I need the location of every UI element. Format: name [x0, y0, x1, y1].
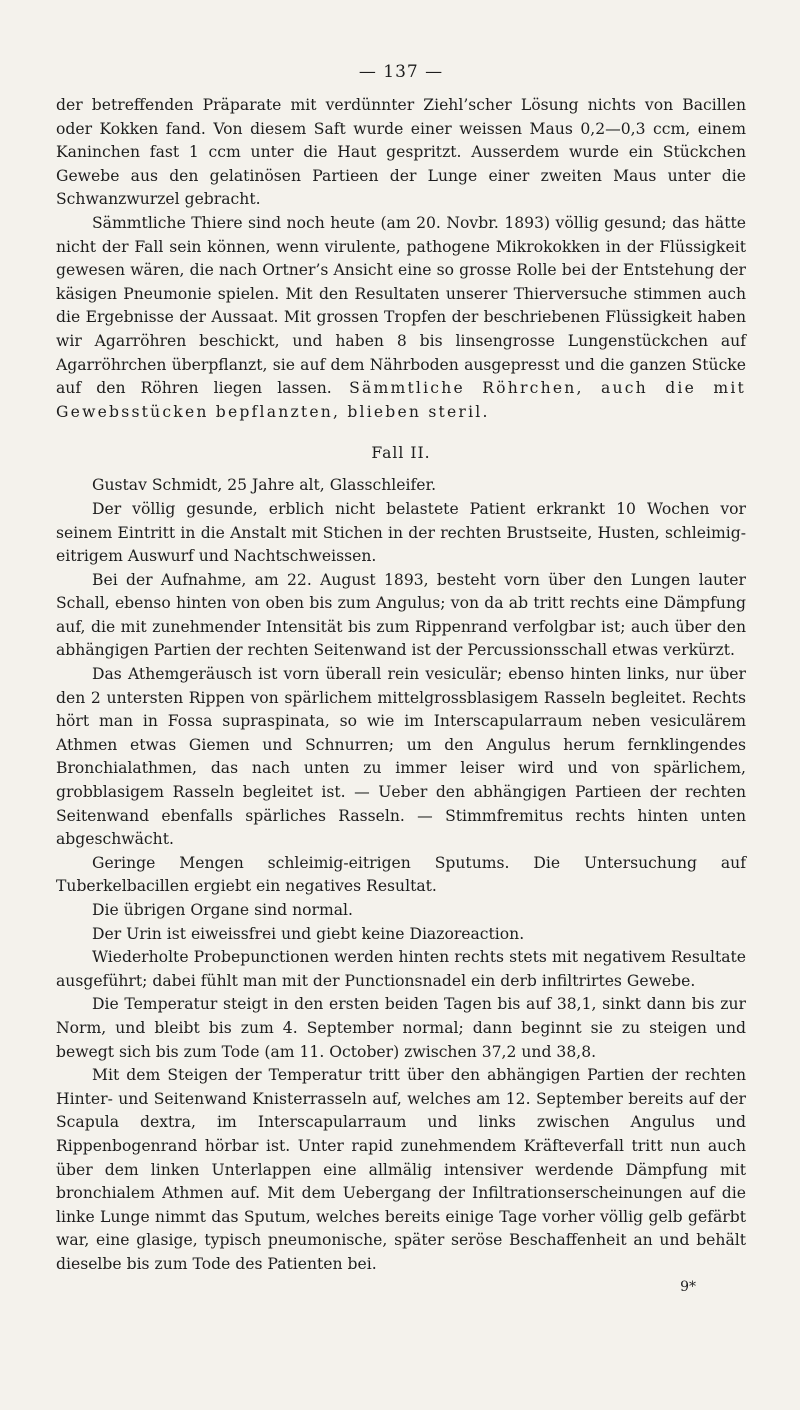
paragraph: Die übrigen Organe sind normal. [92, 901, 353, 919]
paragraph [56, 212, 746, 424]
paragraph: Gustav Schmidt, 25 Jahre alt, Glasschleifer. [92, 476, 437, 495]
paragraph: Bei der Aufnahme, am 22. August 1893, besteht vorn über den Lungen lauter Schall, ebenso hinten von oben bis zum Angulus; von da ab tritt rechts eine Dämpfung auf, die mit zunehmender Intensität bis zum Rippenrand verfolgbar ist; auch über den abhängigen Partien der rechten Seitenwand ist der Percussionsschall etwas verkürzt. [56, 570, 746, 660]
paragraph: Die Temperatur steigt in den ersten beiden Tagen bis auf 38,1, sinkt dann bis zur Norm, und bleibt bis zum 4. September normal; dann beginnt sie zu steigen und bewegt sich bis zum Tode (am 11. October) zwischen 37,2 und 38,8. [56, 995, 746, 1061]
section-heading: Fall II. [371, 444, 431, 463]
signature-mark: 9* [680, 1278, 696, 1295]
paragraph: Wiederholte Probepunctionen werden hinten rechts stets mit negativem Resultate ausgeführt; dabei fühlt man mit der Punctionsnadel ein derb infiltrirtes Gewebe. [56, 948, 746, 990]
paragraph: Mit dem Steigen der Temperatur tritt über den abhängigen Partien der rechten Hinter- und Seitenwand Knisterrasseln auf, welches am 12. September bereits auf der Scapula dextra, im Interscapularraum und links zwischen Angulus und Rippenbogenrand hörbar ist. Unter rapid zunehmendem Kräfteverfall tritt nun auch über dem linken Unterlappen eine allmälig intensiver werdende Dämpfung mit bronchialem Athmen auf. Mit dem Uebergang der Infiltrationserscheinungen auf die linke Lunge nimmt das Sputum, welches bereits einige Tage vorher völlig gelb gefärbt war, eine glasige, typisch pneumonische, später seröse Beschaffenheit an und behält dieselbe bis zum Tode des Patienten bei. [56, 1066, 746, 1273]
paragraph: der betreffenden Präparate mit verdünnter Ziehl’scher Lösung nichts von Bacillen oder Kokken fand. Von diesem Saft wurde einer weissen Maus 0,2—0,3 ccm, einem Kaninchen fast 1 ccm unter die Haut gespritzt. Ausserdem wurde ein Stückchen Gewebe aus den gelatinösen Partieen der Lunge einer zweiten Maus unter die Schwanzwurzel gebracht. [56, 96, 746, 209]
paragraph: Der Urin ist eiweissfrei und giebt keine Diazoreaction. [92, 924, 525, 943]
paragraph: Das Athemgeräusch ist vorn überall rein vesiculär; ebenso hinten links, nur über den 2 untersten Rippen von spärlichem mittelgrossblasigem Rasseln begleitet. Rechts hört man in Fossa supraspinata, so wie im Interscapularraum neben vesiculärem Athmen etwas Giemen und Schnurren; um den Angulus herum fernklingendes Bronchialathmen, das nach unten zu immer leiser wird und von spärlichem, grobblasigem Rasseln begleitet ist. — Ueber den abhängigen Partieen der rechten Seitenwand ebenfalls spärliches Rasseln. — Stimmfremitus rechts hinten unten abgeschwächt. [56, 665, 746, 849]
spaced-emphasis: Sämmtliche Röhrchen, auch die mit Gewebsstücken bepflanzten, blieben steril. [56, 379, 746, 421]
paragraph: Geringe Mengen schleimig-eitrigen Sputums. Die Untersuchung auf Tuberkelbacillen ergiebt ein negatives Resultat. [56, 853, 746, 896]
paragraph: Der völlig gesunde, erblich nicht belastete Patient erkrankt 10 Wochen vor seinem Eintritt in die Anstalt mit Stichen in der rechten Brustseite, Husten, schleimig-eitrigem Auswurf und Nachtschweissen. [56, 499, 746, 566]
text-block-case [56, 474, 746, 1276]
paragraph-text: Sämmtliche Thiere sind noch heute (am 20. Novbr. 1893) völlig gesund; das hätte nicht der Fall sein können, wenn virulente, pathogene Mikrokokken in der Flüssigkeit gewesen wären, die nach Ortner’s Ansicht eine so grosse Rolle bei der Entstehung der käsigen Pneumonie spielen. Mit den Resultaten unserer Thierversuche stimmen auch die Ergebnisse der Aussaat. Mit grossen Tropfen der beschriebenen Flüssigkeit haben wir Agarröhren beschickt, und haben 8 bis linsengrosse Lungenstückchen auf Agarröhrchen überpflanzt, sie auf dem Nährboden ausgepresst und die ganzen Stücke auf den Röhren liegen lassen. [56, 213, 746, 398]
text-block-top [56, 94, 746, 424]
page-number: — 137 — [358, 62, 444, 82]
